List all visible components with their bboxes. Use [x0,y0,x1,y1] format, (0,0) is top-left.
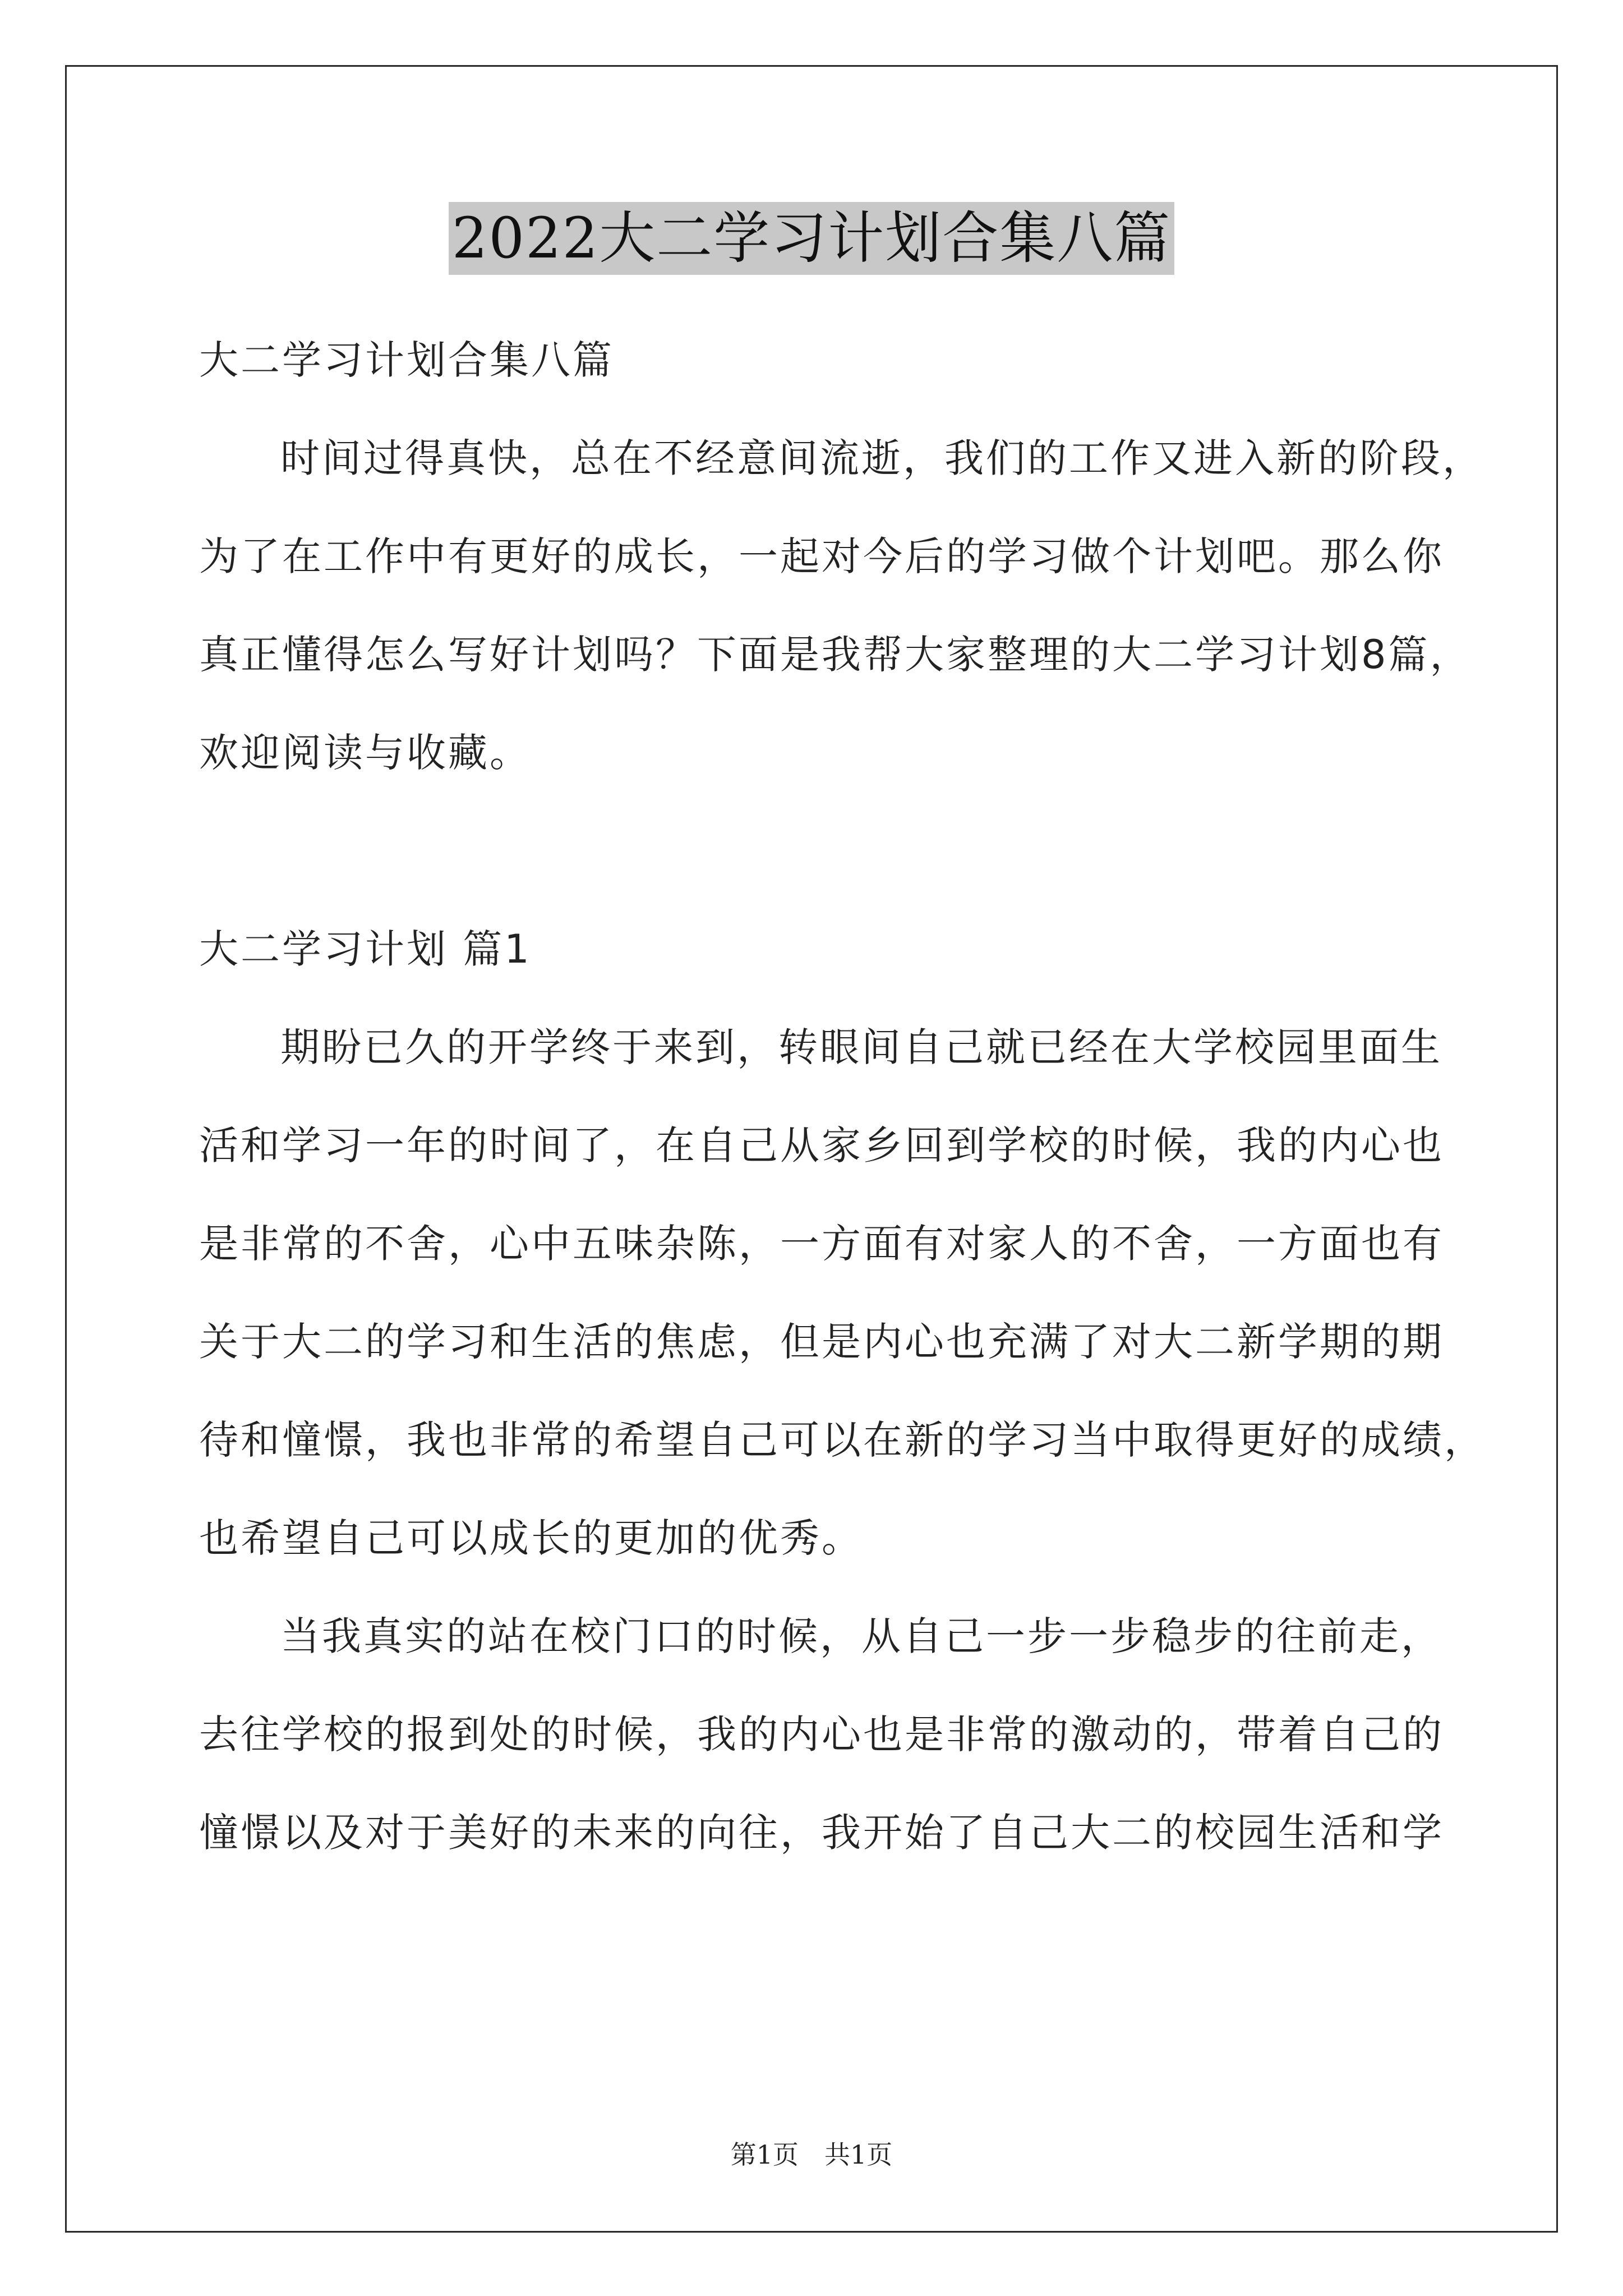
page-footer [0,2134,1623,2171]
document-title: 2022大二学习计划合集八篇 [449,202,1175,275]
paragraph-line: 关于大二的学习和生活的焦虑，但是内心也充满了对大二新学期的期 [199,1319,1444,1365]
intro-line: 真正懂得怎么写好计划吗？下面是我帮大家整理的大二学习计划8篇， [199,632,1472,678]
paragraph-line: 活和学习一年的时间了，在自己从家乡回到学校的时候，我的内心也 [199,1122,1444,1168]
section-spacer [199,802,1467,900]
page-number: 第1页 [730,2139,799,2170]
paragraph-line: 憧憬以及对于美好的未来的向往，我开始了自己大二的校园生活和学 [199,1810,1444,1856]
paragraph-line: 期盼已久的开学终于来到，转眼间自己就已经在大学校园里面生 [280,1024,1442,1070]
document-body [199,311,1486,1882]
paragraph-line: 当我真实的站在校门口的时候，从自己一步一步稳步的往前走， [280,1613,1442,1659]
intro-line: 时间过得真快，总在不经意间流逝，我们的工作又进入新的阶段， [280,435,1484,481]
intro-line: 为了在工作中有更好的成长，一起对今后的学习做个计划吧。那么你 [199,533,1444,579]
title-container [0,202,1623,275]
section-heading: 大二学习计划 篇1 [199,926,532,972]
document-subtitle: 大二学习计划合集八篇 [199,337,614,383]
page-total: 共1页 [824,2139,893,2170]
paragraph-line: 去往学校的报到处的时候，我的内心也是非常的激动的，带着自己的 [199,1711,1444,1757]
paragraph-line: 待和憧憬，我也非常的希望自己可以在新的学习当中取得更好的成绩， [199,1417,1486,1463]
paragraph-line: 也希望自己可以成长的更加的优秀。 [199,1515,863,1561]
paragraph-line: 是非常的不舍，心中五味杂陈，一方面有对家人的不舍，一方面也有 [199,1221,1444,1267]
intro-line: 欢迎阅读与收藏。 [199,730,531,776]
